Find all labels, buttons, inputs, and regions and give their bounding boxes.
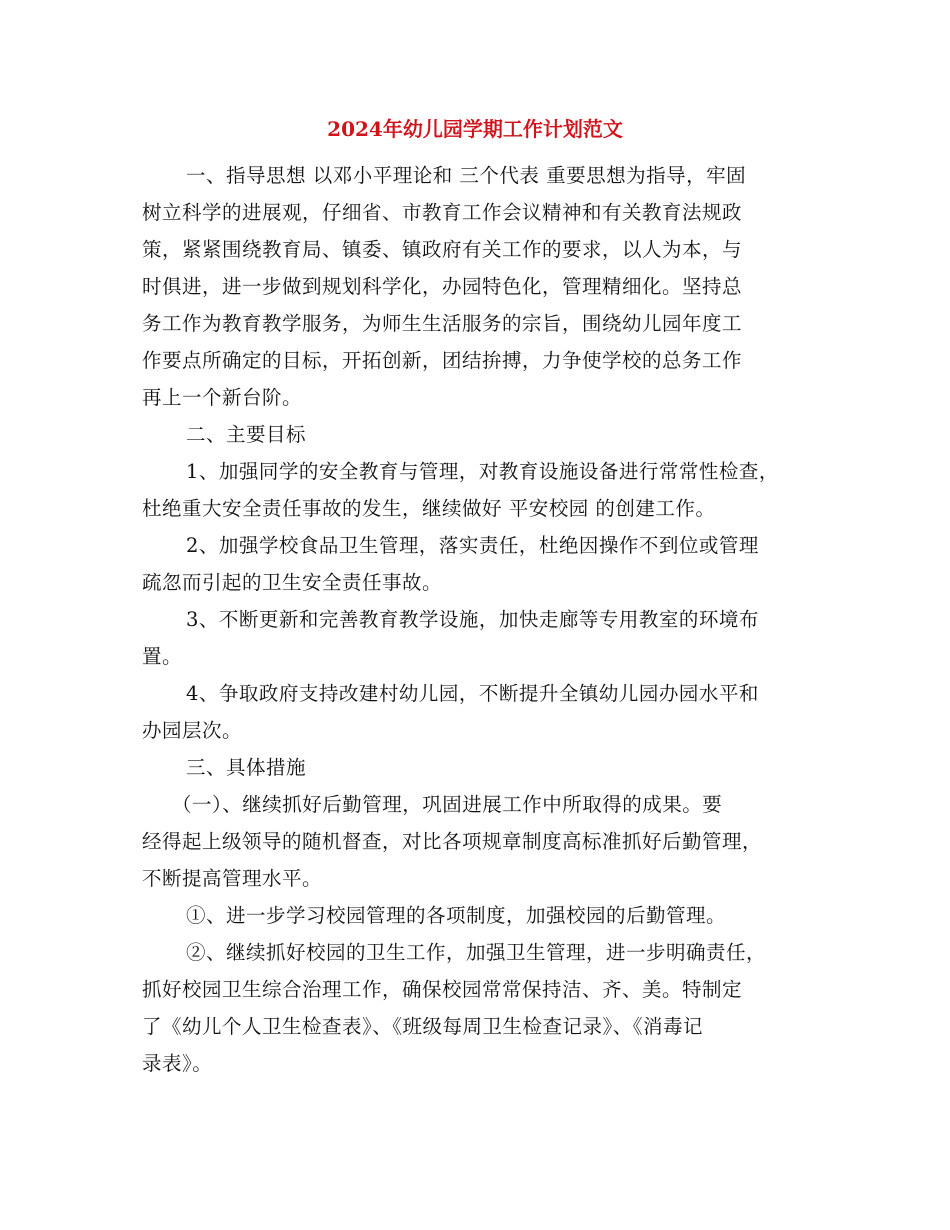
body-line: 1、加强同学的安全教育与管理，对教育设施设备进行常常性检查， [186, 460, 779, 483]
body-line: 置。 [142, 645, 183, 668]
body-line: 不断提高管理水平。 [142, 867, 323, 890]
body-line: 办园层次。 [142, 719, 243, 742]
body-line: 经得起上级领导的随机督查，对比各项规章制度高标准抓好后勤管理， [142, 830, 763, 853]
body-line: 策，紧紧围绕教育局、镇委、镇政府有关工作的要求，以人为本，与 [142, 238, 743, 261]
document-body [142, 157, 822, 1082]
body-line: 录表》。 [142, 1052, 213, 1075]
body-line: 二、主要目标 [186, 423, 307, 446]
body-line: 4、争取政府支持改建村幼儿园，不断提升全镇幼儿园办园水平和 [186, 682, 759, 705]
body-line: （一）、继续抓好后勤管理，巩固进展工作中所取得的成果。要 [172, 793, 723, 816]
body-line: 再上一个新台阶。 [142, 386, 303, 409]
body-line: 2、加强学校食品卫生管理，落实责任，杜绝因操作不到位或管理 [186, 534, 759, 557]
body-line: 疏忽而引起的卫生安全责任事故。 [142, 571, 443, 594]
body-line: 了《幼儿个人卫生检查表》、《班级每周卫生检查记录》、《消毒记 [142, 1015, 704, 1038]
body-line: 树立科学的进展观，仔细省、市教育工作会议精神和有关教育法规政 [142, 201, 743, 224]
body-line: 3、不断更新和完善教育教学设施，加快走廊等专用教室的环境布 [186, 608, 759, 631]
body-line: 抓好校园卫生综合治理工作，确保校园常常保持洁、齐、美。特制定 [142, 978, 743, 1001]
body-line: ①、进一步学习校园管理的各项制度，加强校园的后勤管理。 [186, 904, 727, 927]
body-line: 时俱进，进一步做到规划科学化，办园特色化，管理精细化。坚持总 [142, 275, 743, 298]
body-line: 务工作为教育教学服务，为师生生活服务的宗旨，围绕幼儿园年度工 [142, 312, 743, 335]
body-line: 作要点所确定的目标，开拓创新，团结拚搏，力争使学校的总务工作 [142, 349, 743, 372]
body-line: 杜绝重大安全责任事故的发生，继续做好 平安校园 的创建工作。 [142, 497, 716, 520]
body-line: 一、指导思想 以邓小平理论和 三个代表 重要思想为指导，牢固 [186, 164, 747, 187]
body-line: ②、继续抓好校园的卫生工作，加强卫生管理，进一步明确责任， [186, 941, 767, 964]
body-line: 三、具体措施 [186, 756, 307, 779]
document-title: 2024年幼儿园学期工作计划范文 [327, 117, 623, 141]
